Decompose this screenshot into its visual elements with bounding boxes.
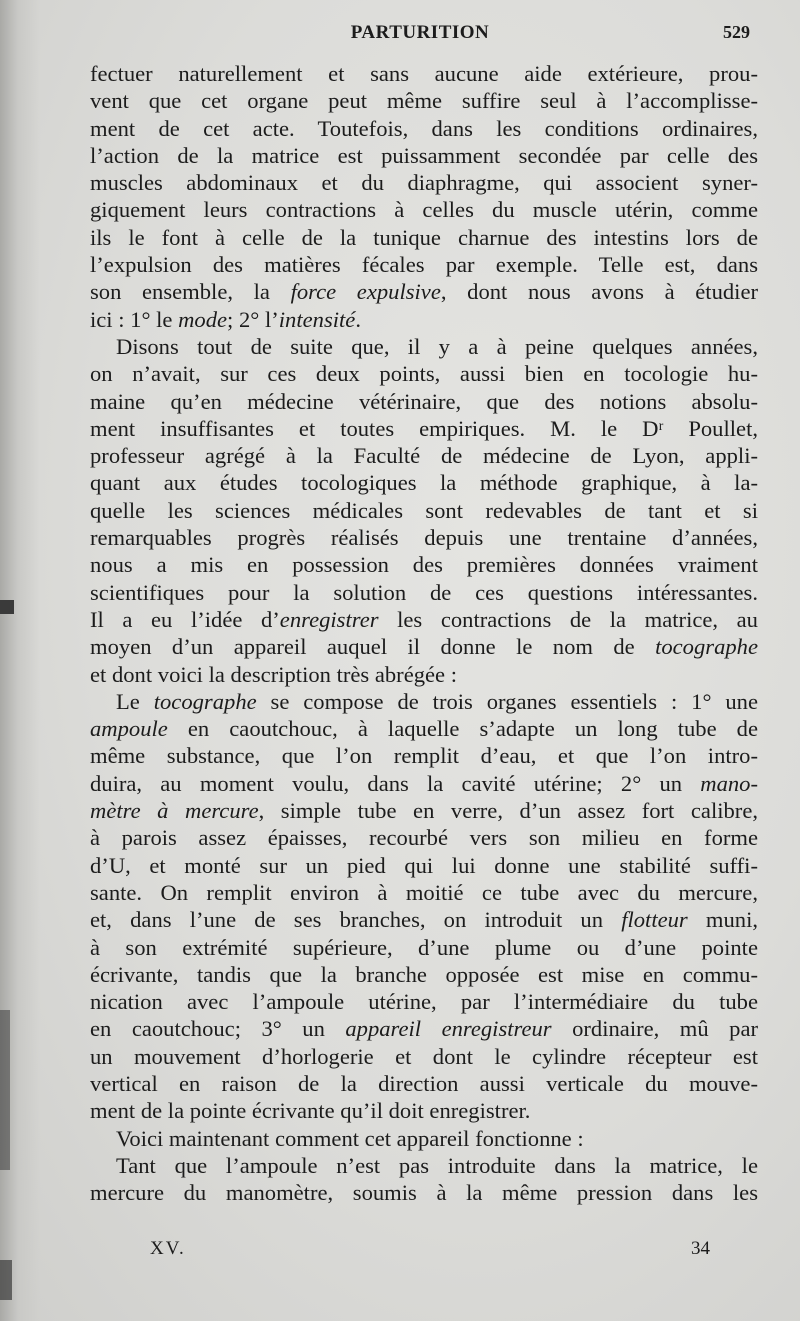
text-line: [90, 442, 758, 469]
italic-run: tocographe: [655, 634, 758, 660]
printer-signature: XV.: [150, 1238, 186, 1259]
italic-run: mètre à mercure: [90, 798, 259, 824]
italic-run: flotteur: [621, 907, 688, 933]
text-run: , simple tube en verre, d’un assez fort calibre,: [258, 798, 758, 824]
text-run: moyen d’un appareil auquel il donne le nom de: [90, 634, 656, 660]
text-run: les contractions de la matrice, au: [378, 606, 758, 632]
text-run: remarquables progrès réalisés depuis une trentaine d’années,: [90, 525, 758, 551]
text-line: [90, 879, 758, 906]
text-line: [90, 415, 758, 442]
text-run: vertical en raison de la direction aussi verticale du mouve-: [90, 1070, 758, 1096]
body-text: [90, 60, 758, 1206]
text-line: [90, 60, 758, 87]
text-run: ; 2° l’: [227, 306, 279, 332]
binding-mark: [0, 1260, 12, 1300]
text-line: [90, 87, 758, 114]
text-run: en caoutchouc, à laquelle s’adapte un long tube de: [167, 716, 758, 742]
text-run: ordinaire, mû par: [551, 1016, 758, 1042]
text-run: , dont nous avons à étudier: [440, 279, 758, 305]
text-line: [90, 770, 758, 797]
text-run: à parois assez épaisses, recourbé vers son milieu en forme: [90, 825, 758, 851]
text-run: ici : 1° le: [90, 306, 179, 332]
text-run: scientifiques pour la solution de ces questions intéressantes.: [90, 579, 758, 605]
text-line: [90, 606, 758, 633]
italic-run: appareil enregistreur: [345, 1016, 552, 1042]
text-line: [90, 360, 758, 387]
text-line: [90, 661, 758, 688]
text-run: Le: [116, 688, 154, 714]
text-run: même substance, que l’on remplit d’eau, et que l’on intro-: [90, 743, 758, 769]
text-run: d’U, et monté sur un pied qui lui donne une stabilité suffi-: [90, 852, 758, 878]
text-run: et dont voici la description très abrégée :: [90, 661, 458, 687]
text-line: [90, 742, 758, 769]
text-line: [90, 1097, 758, 1124]
text-line: [90, 715, 758, 742]
text-run: sante. On remplit environ à moitié ce tube avec du mercure,: [90, 879, 758, 905]
text-line: [90, 1070, 758, 1097]
text-line: [90, 278, 758, 305]
text-line: [90, 1015, 758, 1042]
sheet-number: 34: [691, 1238, 710, 1259]
text-line: [90, 497, 758, 524]
text-run: muscles abdominaux et du diaphragme, qui associent syner-: [90, 170, 758, 196]
text-line: [90, 142, 758, 169]
text-run: à son extrémité supérieure, d’une plume ou d’une pointe: [90, 934, 758, 960]
text-line: [90, 196, 758, 223]
text-line: [90, 333, 758, 360]
text-run: quant aux études tocologiques la méthode graphique, à la-: [90, 470, 758, 496]
text-run: ment de cet acte. Toutefois, dans les conditions ordinaires,: [90, 115, 758, 141]
text-line: [90, 579, 758, 606]
text-run: un mouvement d’horlogerie et dont le cylindre récepteur est: [90, 1043, 758, 1069]
running-title: PARTURITION: [350, 22, 490, 43]
text-run: Tant que l’ampoule n’est pas introduite dans la matrice, le: [116, 1152, 758, 1178]
text-run: Voici maintenant comment cet appareil fonctionne :: [116, 1125, 584, 1151]
italic-run: intensité: [278, 306, 356, 332]
text-line: [90, 906, 758, 933]
text-line: [90, 961, 758, 988]
italic-run: enregistrer: [279, 606, 379, 632]
text-line: [90, 306, 758, 333]
text-run: son ensemble, la: [90, 279, 291, 305]
italic-run: mano-: [700, 770, 758, 796]
text-run: écrivante, tandis que la branche opposée est mise en commu-: [90, 961, 758, 987]
text-run: giquement leurs contractions à celles du muscle utérin, comme: [90, 197, 758, 223]
italic-run: tocographe: [153, 688, 257, 714]
text-run: l’expulsion des matières fécales par exemple. Telle est, dans: [90, 252, 758, 278]
text-run: ment de la pointe écrivante qu’il doit enregistrer.: [90, 1098, 531, 1124]
text-line: [90, 1125, 758, 1152]
text-run: duira, au moment voulu, dans la cavité utérine; 2° un: [90, 770, 701, 796]
page-number: 529: [723, 22, 750, 42]
text-line: [90, 224, 758, 251]
page-footer: [150, 1238, 710, 1268]
binding-mark: [0, 1010, 10, 1170]
text-line: [90, 469, 758, 496]
text-run: ment insuffisantes et toutes empiriques. M. le Dʳ Poullet,: [90, 415, 758, 441]
text-run: maine qu’en médecine vétérinaire, que des notions absolu-: [90, 388, 758, 414]
italic-run: force expulsive: [290, 279, 441, 305]
text-run: se compose de trois organes essentiels : 1° une: [256, 688, 758, 714]
text-line: [90, 934, 758, 961]
text-line: [90, 688, 758, 715]
text-run: Disons tout de suite que, il y a à peine quelques années,: [116, 333, 758, 359]
text-line: [90, 251, 758, 278]
text-line: [90, 1043, 758, 1070]
text-line: [90, 1179, 758, 1206]
text-run: quelle les sciences médicales sont redevables de tant et si: [90, 497, 758, 523]
text-run: et, dans l’une de ses branches, on introduit un: [90, 907, 622, 933]
text-line: [90, 633, 758, 660]
text-line: [90, 988, 758, 1015]
italic-run: mode: [178, 306, 228, 332]
text-run: mercure du manomètre, soumis à la même pression dans les: [90, 1180, 758, 1206]
text-run: en caoutchouc; 3° un: [90, 1016, 346, 1042]
text-run: on n’avait, sur ces deux points, aussi bien en tocologie hu-: [90, 361, 758, 387]
text-line: [90, 169, 758, 196]
text-run: ils le font à celle de la tunique charnue des intestins lors de: [90, 224, 758, 250]
text-line: [90, 1152, 758, 1179]
text-line: [90, 388, 758, 415]
text-run: vent que cet organe peut même suffire seul à l’accomplisse-: [90, 88, 758, 114]
text-line: [90, 524, 758, 551]
text-run: Il a eu l’idée d’: [90, 606, 280, 632]
italic-run: ampoule: [90, 716, 168, 742]
text-line: [90, 115, 758, 142]
text-run: nous a mis en possession des premières données vraiment: [90, 552, 758, 578]
text-line: [90, 852, 758, 879]
text-run: fectuer naturellement et sans aucune aide extérieure, prou-: [90, 61, 758, 86]
text-line: [90, 824, 758, 851]
text-run: nication avec l’ampoule utérine, par l’intermédiaire du tube: [90, 989, 758, 1015]
text-run: l’action de la matrice est puissamment secondée par celle des: [90, 142, 758, 168]
text-line: [90, 551, 758, 578]
text-run: muni,: [687, 907, 758, 933]
page-header: [90, 22, 750, 52]
text-run: professeur agrégé à la Faculté de médecine de Lyon, appli-: [90, 443, 758, 469]
text-line: [90, 797, 758, 824]
text-run: .: [355, 306, 361, 332]
binding-mark: [0, 600, 14, 614]
